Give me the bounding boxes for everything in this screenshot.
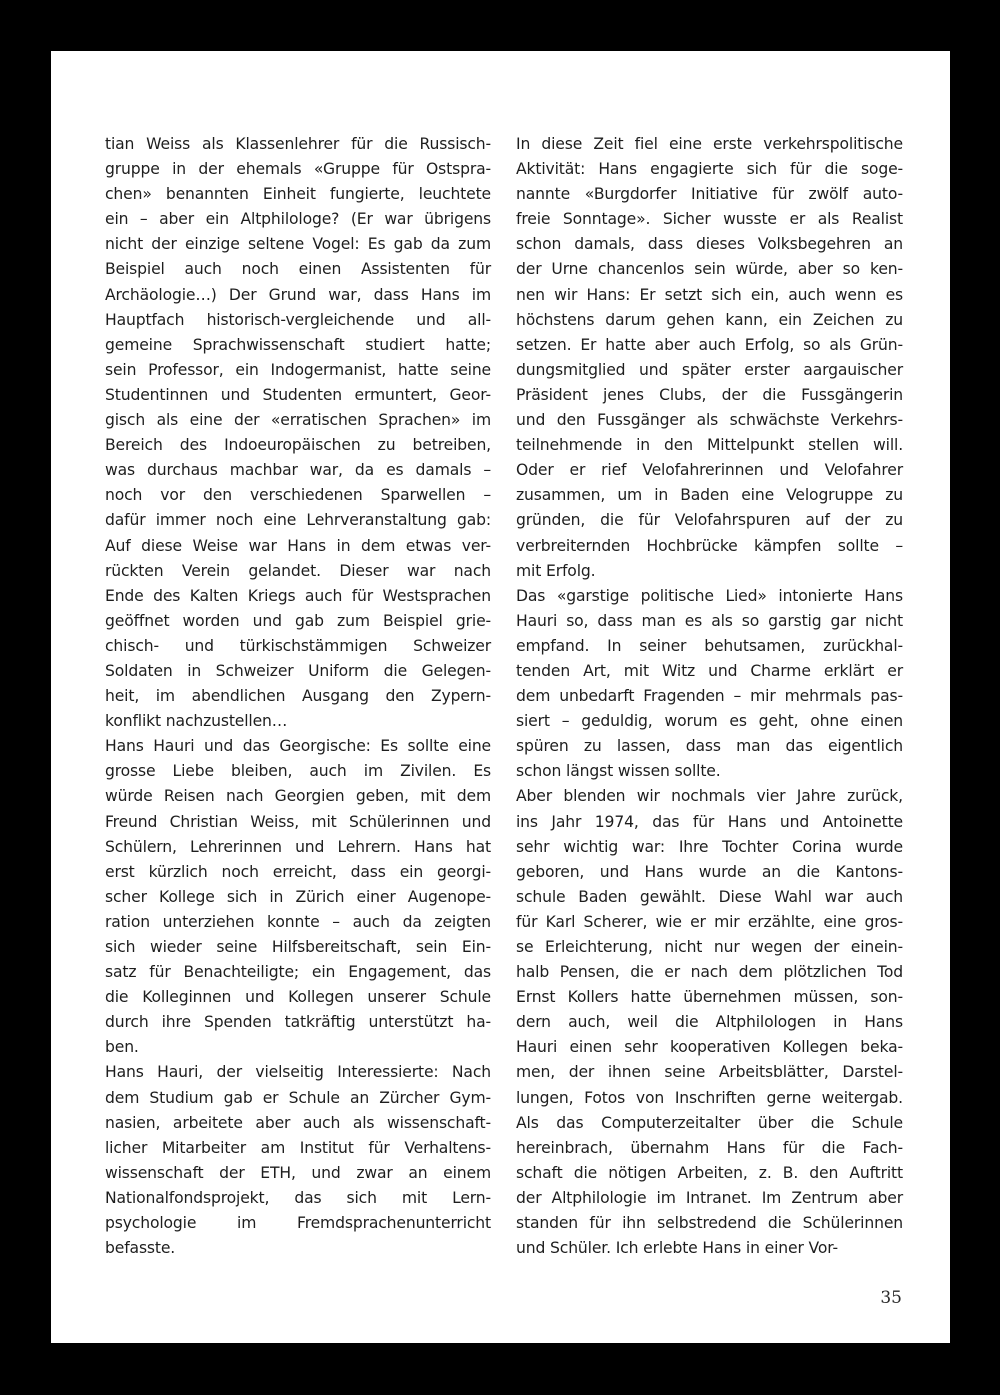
document-page xyxy=(51,51,950,1343)
text-line: sein Professor, ein Indogermanist, hatte seine xyxy=(105,360,491,379)
text-line: schaft die nötigen Arbeiten, z. B. den Auftritt xyxy=(516,1163,903,1182)
text-line: dungsmitglied und später erster aargauischer xyxy=(516,360,903,379)
text-line: satz für Benachteiligte; ein Engagement, das xyxy=(105,963,491,982)
text-line: chisch- und türkischstämmigen Schweizer xyxy=(105,636,491,655)
text-line: würde Reisen nach Georgien geben, mit dem xyxy=(105,787,491,806)
text-line: der Urne chancenlos sein würde, aber so ken- xyxy=(516,260,903,279)
text-line: Hauptfach historisch-vergleichende und all- xyxy=(105,310,491,329)
text-line: Schülern, Lehrerinnen und Lehrern. Hans hat xyxy=(105,837,491,856)
text-line: grosse Liebe bleiben, auch im Zivilen. Es xyxy=(105,762,491,781)
text-line: höchstens darum gehen kann, ein Zeichen zu xyxy=(516,310,903,329)
text-line: dem unbedarft Fragenden – mir mehrmals pas- xyxy=(516,687,903,706)
text-line: Aktivität: Hans engagierte sich für die soge- xyxy=(516,160,903,179)
text-line: der Altphilologie im Intranet. Im Zentrum aber xyxy=(516,1188,903,1207)
text-line: was durchaus machbar war, da es damals – xyxy=(105,461,491,480)
text-line: dafür immer noch eine Lehrveranstaltung gab: xyxy=(105,511,491,530)
text-line: mit Erfolg. xyxy=(516,561,596,580)
text-line: geboren, und Hans wurde an die Kantons- xyxy=(516,862,903,881)
text-line: Freund Christian Weiss, mit Schülerinnen und xyxy=(105,812,491,831)
text-line: licher Mitarbeiter am Institut für Verhaltens- xyxy=(105,1138,491,1157)
text-line: für Karl Scherer, wie er mir erzählte, eine gros- xyxy=(516,912,903,931)
text-line: gründen, die für Velofahrspuren auf der zu xyxy=(516,511,903,530)
text-line: und den Fussgänger als schwächste Verkehrs- xyxy=(516,411,903,430)
text-line: lungen, Fotos von Inschriften gerne weitergab. xyxy=(516,1088,903,1107)
text-line: Soldaten in Schweizer Uniform die Gelegen- xyxy=(105,661,491,680)
text-line: gruppe in der ehemals «Gruppe für Ostspra- xyxy=(105,160,491,179)
text-line: ins Jahr 1974, das für Hans und Antoinette xyxy=(516,812,903,831)
text-line: Auf diese Weise war Hans in dem etwas ver- xyxy=(105,536,491,555)
text-line: tian Weiss als Klassenlehrer für die Russisch- xyxy=(105,135,491,153)
text-line: ben. xyxy=(105,1038,139,1057)
text-line: geöffnet worden und gab zum Beispiel grie- xyxy=(105,611,491,630)
text-line: psychologie im Fremdsprachenunterricht xyxy=(105,1214,491,1233)
text-line: halb Pensen, die er nach dem plötzlichen Tod xyxy=(516,963,903,982)
text-line: verbreiternden Hochbrücke kämpfen sollte – xyxy=(516,536,903,555)
text-line: konflikt nachzustellen… xyxy=(105,712,288,731)
text-line: scher Kollege sich in Zürich einer Augenope- xyxy=(105,887,491,906)
text-line: Studentinnen und Studenten ermuntert, Geor- xyxy=(105,385,491,404)
text-line: se Erleichterung, nicht nur wegen der einein- xyxy=(516,938,903,956)
text-line: Als das Computerzeitalter über die Schule xyxy=(516,1113,903,1132)
text-line: spüren zu lassen, dass man das eigentlich xyxy=(516,737,903,756)
text-line: Aber blenden wir nochmals vier Jahre zurück, xyxy=(516,787,903,806)
text-line: befasste. xyxy=(105,1239,176,1258)
text-line: schule Baden gewählt. Diese Wahl war auch xyxy=(516,887,903,906)
text-line: nicht der einzige seltene Vogel: Es gab da zum xyxy=(105,235,491,254)
text-line: rückten Verein gelandet. Dieser war nach xyxy=(105,561,491,580)
text-line: Hans Hauri, der vielseitig Interessierte: Nach xyxy=(105,1063,491,1082)
text-line: ein – aber ein Altphilologe? (Er war übrigens xyxy=(105,210,491,229)
text-line: tenden Art, mit Witz und Charme erklärt er xyxy=(516,661,903,680)
text-line: empfand. In seiner behutsamen, zurückhal- xyxy=(516,636,903,655)
text-line: zusammen, um in Baden eine Velogruppe zu xyxy=(516,486,903,505)
text-line: und Schüler. Ich erlebte Hans in einer Vor- xyxy=(516,1239,838,1258)
text-line: schon längst wissen sollte. xyxy=(516,762,721,781)
text-line: Bereich des Indoeuropäischen zu betreiben, xyxy=(105,436,491,455)
text-line: nasien, arbeitete aber auch als wissenschaft- xyxy=(105,1113,491,1132)
text-line: gemeine Sprachwissenschaft studiert hatte; xyxy=(105,335,491,354)
text-line: wissenschaft der ETH, und zwar an einem xyxy=(105,1163,491,1182)
text-line: nen wir Hans: Er setzt sich ein, auch wenn es xyxy=(516,285,903,304)
page-number: 35 xyxy=(880,1288,902,1308)
text-line: Archäologie…) Der Grund war, dass Hans im xyxy=(105,285,491,304)
text-line: chen» benannten Einheit fungierte, leuchtete xyxy=(105,185,491,204)
text-line: Ende des Kalten Kriegs auch für Westsprachen xyxy=(105,586,491,605)
text-line: Das «garstige politische Lied» intonierte Hans xyxy=(516,586,903,605)
text-line: gisch als eine der «erratischen Sprachen» im xyxy=(105,411,491,430)
text-line: men, der ihnen seine Arbeitsblätter, Darstel- xyxy=(516,1063,903,1082)
text-line: ration unterziehen konnte – auch da zeigten xyxy=(105,912,491,931)
text-line: durch ihre Spenden tatkräftig unterstützt ha- xyxy=(105,1013,491,1032)
text-line: Beispiel auch noch einen Assistenten für xyxy=(105,260,491,279)
text-line: In diese Zeit fiel eine erste verkehrspolitische xyxy=(516,135,903,153)
right-text-column xyxy=(516,132,903,1261)
text-line: Hauri einen sehr kooperativen Kollegen beka- xyxy=(516,1038,903,1057)
text-line: dern auch, weil die Altphilologen in Hans xyxy=(516,1013,903,1032)
text-line: nannte «Burgdorfer Initiative für zwölf auto- xyxy=(516,185,903,204)
text-line: Nationalfondsprojekt, das sich mit Lern- xyxy=(105,1188,491,1207)
text-line: Ernst Kollers hatte übernehmen müssen, son- xyxy=(516,988,903,1007)
text-line: teilnehmende in den Mittelpunkt stellen will. xyxy=(516,436,903,455)
text-line: Oder er rief Velofahrerinnen und Velofahrer xyxy=(516,461,903,480)
text-line: Präsident jenes Clubs, der die Fussgängerin xyxy=(516,385,903,404)
text-line: standen für ihn selbstredend die Schülerinnen xyxy=(516,1214,903,1233)
text-line: sehr wichtig war: Ihre Tochter Corina wurde xyxy=(516,837,903,856)
text-line: sich wieder seine Hilfsbereitschaft, sein Ein- xyxy=(105,938,491,956)
text-line: noch vor den verschiedenen Sparwellen – xyxy=(105,486,491,505)
text-line: dem Studium gab er Schule an Zürcher Gym- xyxy=(105,1088,491,1107)
text-line: schon damals, dass dieses Volksbegehren an xyxy=(516,235,903,254)
text-line: die Kolleginnen und Kollegen unserer Schule xyxy=(105,988,491,1007)
text-line: Hauri so, dass man es als so garstig gar nicht xyxy=(516,611,903,630)
text-line: freie Sonntage». Sicher wusste er als Realist xyxy=(516,210,903,229)
text-line: setzen. Er hatte aber auch Erfolg, so als Grün- xyxy=(516,335,903,354)
text-line: erst kürzlich noch erreicht, dass ein georgi- xyxy=(105,862,491,881)
text-line: heit, im abendlichen Ausgang den Zypern- xyxy=(105,687,491,706)
text-line: hereinbrach, übernahm Hans für die Fach- xyxy=(516,1138,903,1157)
text-line: Hans Hauri und das Georgische: Es sollte eine xyxy=(105,737,491,756)
left-text-column xyxy=(105,132,491,1261)
text-line: siert – geduldig, worum es geht, ohne einen xyxy=(516,712,903,731)
